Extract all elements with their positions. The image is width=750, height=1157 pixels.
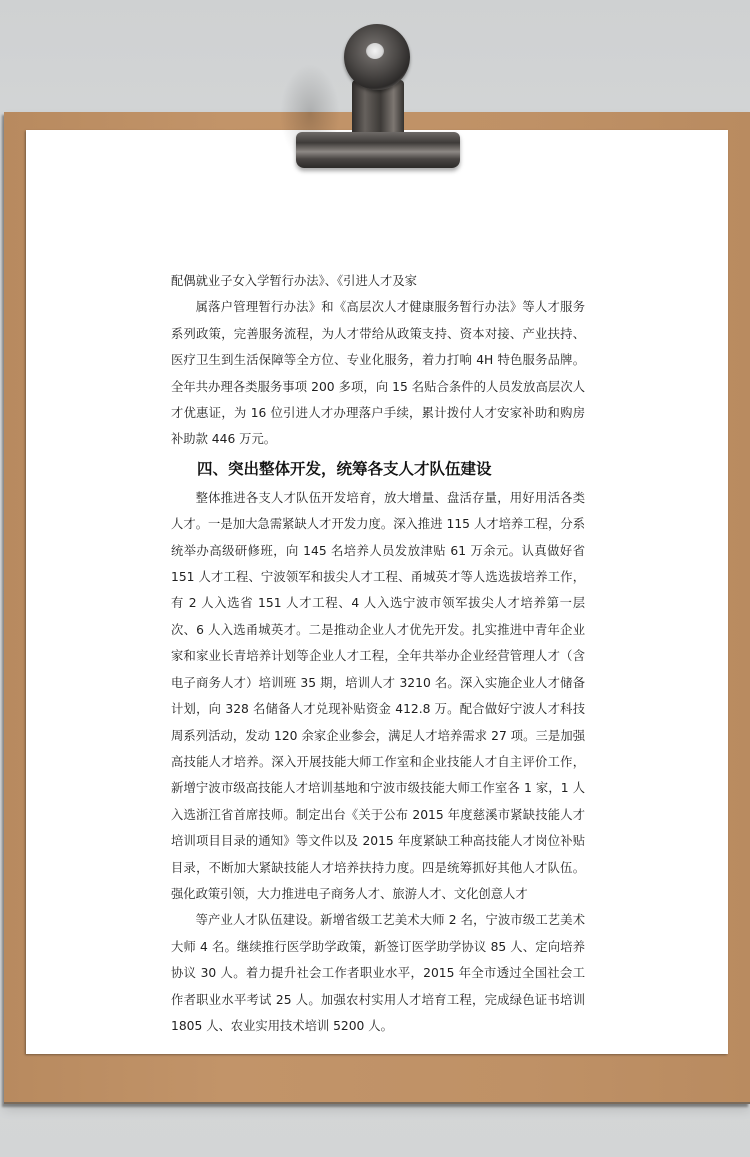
clip-jaw bbox=[296, 132, 460, 168]
clip-ring-hole bbox=[366, 43, 384, 59]
paragraph: 属落户管理暂行办法》和《高层次人才健康服务暂行办法》等人才服务系列政策，完善服务流程，为人才带给从政策支持、资本对接、产业扶持、医疗卫生到生活保障等全方位、专业化服务，着力打响 4H 特色服务品牌。全年共办理各类服务事项 200 多项，向 15 名贴合条件的人员发放高层次人才优惠证，为 16 位引进人才办理落户手续，累计拨付人才安家补助和购房补助款 446 万元。 bbox=[171, 300, 585, 447]
section-heading: 四、突出整体开发，统筹各支人才队伍建设 bbox=[197, 459, 492, 478]
binder-clip-icon bbox=[290, 24, 465, 172]
paragraph: 整体推进各支人才队伍开发培育，放大增量、盘活存量，用好用活各类人才。一是加大急需紧缺人才开发力度。深入推进 115 人才培养工程，分系统举办高级研修班，向 145 名培养人员发放津贴 61 万余元。认真做好省 151 人才工程、宁波领军和拔尖人才工程、甬城英才等人选选拔培养工作，有 2 人入选省 151 人才工程、4 人入选宁波市领军拔尖人才培养第一层次、6 人入选甬城英才。二是推动企业人才优先开发。扎实推进中青年企业家和家业长青培养计划等企业人才工程，全年共举办企业经营管理人才（含电子商务人才）培训班 35 期，培训人才 3210 名。深入实施企业人才储备计划，向 328 名储备人才兑现补贴资金 412.8 万。配合做好宁波人才科技周系列活动，发动 120 余家企业参会，满足人才培养需求 27 项。三是加强高技能人才培养。深入开展技能大师工作室和企业技能人才自主评价工作，新增宁波市级高技能人才培训基地和宁波市级技能大师工作室各 1 家，1 人入选浙江省首席技师。制定出台《关于公布 2015 年度慈溪市紧缺技能人才培训项目目录的通知》等文件以及 2015 年度紧缺工种高技能人才岗位补贴目录，不断加大紧缺技能人才培养扶持力度。四是统筹抓好其他人才队伍。强化政策引领，大力推进电子商务人才、旅游人才、文化创意人才 bbox=[171, 490, 585, 901]
paragraph: 等产业人才队伍建设。新增省级工艺美术大师 2 名，宁波市级工艺美术大师 4 名。继续推行医学助学政策，新签订医学助学协议 85 人、定向培养协议 30 人。着力提升社会工作者职业水平，2015 年全市透过全国社会工作者职业水平考试 25 人。加强农村实用人才培育工程，完成绿色证书培训 1805 人、农业实用技术培训 5200 人。 bbox=[171, 913, 585, 1033]
clip-ring bbox=[344, 24, 410, 90]
paragraph: 配偶就业子女入学暂行办法》、《引进人才及家 bbox=[171, 274, 417, 288]
document-body bbox=[171, 268, 585, 1039]
